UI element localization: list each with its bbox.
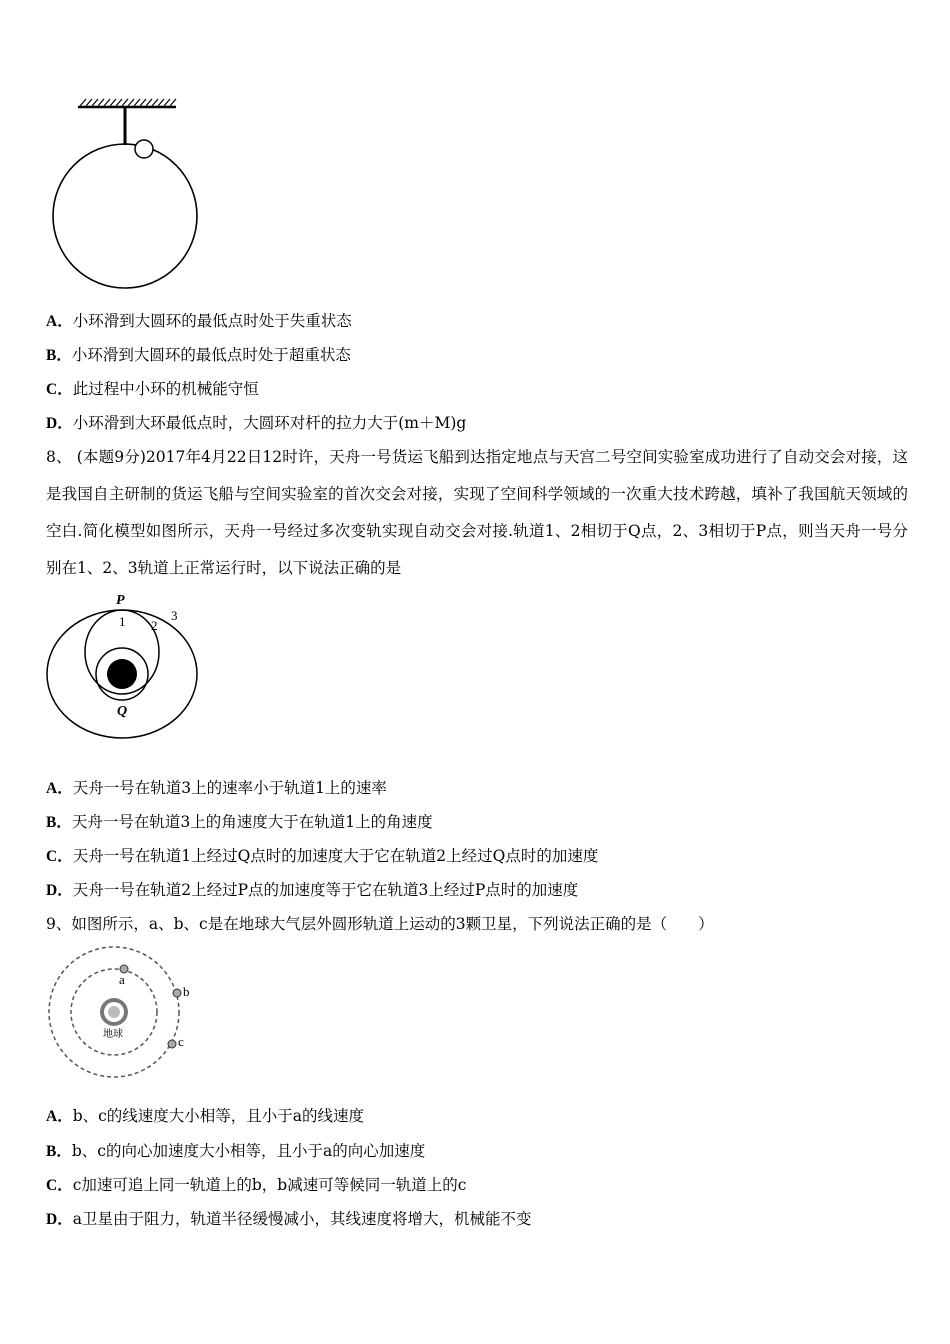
q7-option-d: D．小环滑到大环最低点时，大圆环对杆的拉力大于(m＋M)g [46, 414, 467, 432]
q9-option-c: C．c加速可追上同一轨道上的b，b减速可等候同一轨道上的c [46, 1176, 467, 1194]
q7-option-c: C．此过程中小环的机械能守恒 [46, 380, 259, 398]
q9-option-d: D．a卫星由于阻力，轨道半径缓慢减小，其线速度将增大，机械能不变 [46, 1210, 532, 1228]
q8-stem: 8、 (本题9分)2017年4月22日12时许，天舟一号货运飞船到达指定地点与天宫二号空间实验室成功进行了自动交会对接，这是我国自主研制的货运飞船与空间实验室的首次交会对接，实现了空间科学领域的一次重大技术跨越，填补了我国航天领域的空白.简化模型如图所示，天舟一号经过多次变轨实现自动交会对接.轨道1、2相切于Q点，2、3相切于P点，则当天舟一号分别在1、2、3轨道上正常运行时，以下说法正确的是 [46, 448, 908, 577]
earth-core [108, 1006, 120, 1018]
orbit-3-label: 3 [171, 608, 178, 623]
earth-disc [107, 659, 137, 689]
orbit-2-label: 2 [151, 618, 158, 633]
q7-option-b: B．小环滑到大圆环的最低点时处于超重状态 [46, 346, 351, 364]
point-p-label: P [116, 593, 125, 608]
q9-option-a: A．b、c的线速度大小相等，且小于a的线速度 [46, 1107, 365, 1125]
satellite-c [168, 1040, 176, 1048]
small-ring [135, 140, 153, 158]
q8-option-b: B．天舟一号在轨道3上的角速度大于在轨道1上的角速度 [46, 813, 433, 831]
ceiling-hatch [80, 99, 176, 106]
q8-option-d: D．天舟一号在轨道2上经过P点的加速度等于它在轨道3上经过P点时的加速度 [46, 881, 579, 899]
satellite-c-label: c [178, 1034, 184, 1049]
q9-stem: 9、如图所示，a、b、c是在地球大气层外圆形轨道上运动的3颗卫星，下列说法正确的是（ ） [46, 915, 714, 933]
earth-label: 地球 [103, 1029, 123, 1040]
point-q-label: Q [117, 704, 128, 719]
satellite-figure [44, 944, 204, 1084]
satellite-b-label: b [183, 984, 190, 999]
orbit-figure [44, 590, 204, 742]
big-ring [53, 144, 197, 288]
hanging-ring-figure [44, 96, 214, 296]
q7-option-a: A．小环滑到大圆环的最低点时处于失重状态 [46, 312, 352, 330]
q8-option-c: C．天舟一号在轨道1上经过Q点时的加速度大于它在轨道2上经过Q点时的加速度 [46, 847, 599, 865]
satellite-b [173, 989, 181, 997]
q8-option-a: A．天舟一号在轨道3上的速率小于轨道1上的速率 [46, 779, 387, 797]
orbit-1-label: 1 [119, 614, 126, 629]
satellite-a-label: a [119, 972, 125, 987]
q9-option-b: B．b、c的向心加速度大小相等，且小于a的向心加速度 [46, 1142, 426, 1160]
